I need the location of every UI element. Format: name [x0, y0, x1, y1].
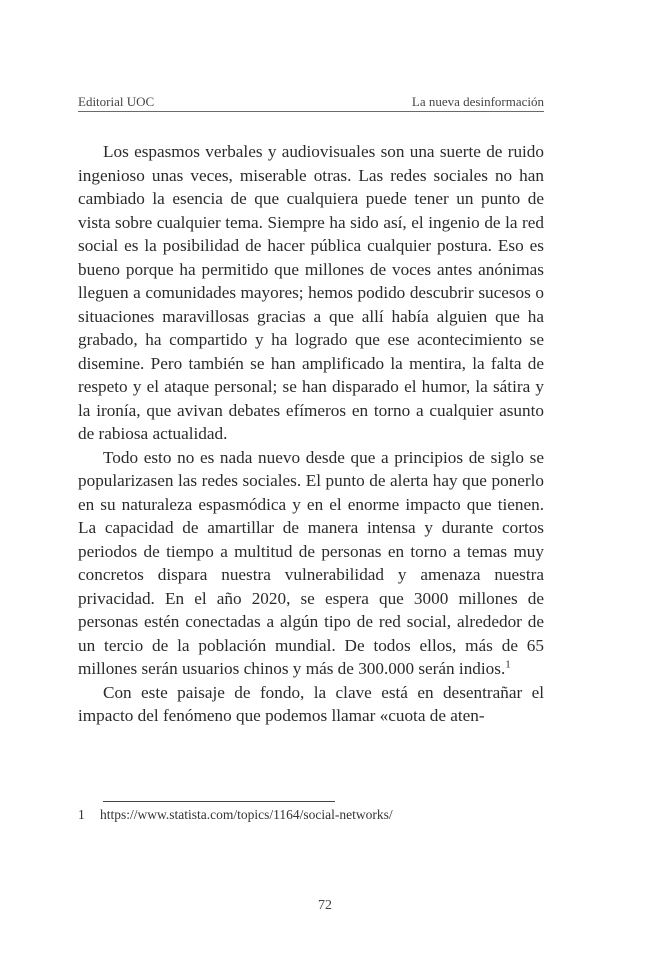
footnote	[78, 807, 544, 823]
paragraph-2	[78, 446, 544, 681]
page-number: 72	[318, 898, 332, 913]
header-publisher: Editorial UOC	[78, 94, 155, 109]
header-rule	[78, 111, 544, 112]
paragraph-1: Los espasmos verbales y audiovisuales son una suerte de ruido ingenioso unas veces, miserable otras. Las redes sociales no han cambiado la esencia de que cualquiera puede tener un punto de vista sobre cualquier tema. Siempre ha sido así, el ingenio de la red social es la posibilidad de hacer pública cualquier postura. Eso es bueno porque ha permitido que millones de voces antes anónimas lleguen a comunidades mayores; hemos podido descubrir sucesos o situaciones maravillosas gracias a que allí había alguien que ha grabado, ha compartido y ha logrado que ese acontecimiento se disemine. Pero también se han amplificado la mentira, la falta de respeto y el ataque personal; se han disparado el humor, la sátira y la ironía, que avivan debates efímeros en torno a cualquier asunto de rabiosa actualidad.	[78, 142, 544, 443]
body-text	[78, 140, 544, 728]
footnote-reference[interactable]: 1	[505, 658, 511, 671]
header-chapter-title: La nueva desinformación	[411, 94, 544, 109]
footnote-link[interactable]: https://www.statista.com/topics/1164/social-networks/	[100, 807, 393, 822]
paragraph-3: Con este paisaje de fondo, la clave está en desentrañar el impacto del fenómeno que podemos llamar «cuota de aten-	[78, 682, 544, 725]
paragraph-2-text: Todo esto no es nada nuevo desde que a principios de siglo se popularizasen las redes sociales. El punto de alerta hay que ponerlo en su naturaleza espasmódica y en el enorme impacto que tienen. La capacidad de amartillar de manera intensa y durante cortos periodos de tiempo a multitud de personas en torno a temas muy concretos dispara nuestra vulnerabilidad y amenaza nuestra privacidad. En el año 2020, se espera que 3000 millones de personas estén conectadas a algún tipo de red social, alrededor de un tercio de la población mundial. De todos ellos, más de 65 millones serán usuarios chinos y más de 300.000 serán indios.	[78, 447, 544, 678]
running-header	[78, 88, 544, 110]
footnote-number: 1	[78, 807, 85, 822]
footnote-separator	[103, 801, 335, 802]
